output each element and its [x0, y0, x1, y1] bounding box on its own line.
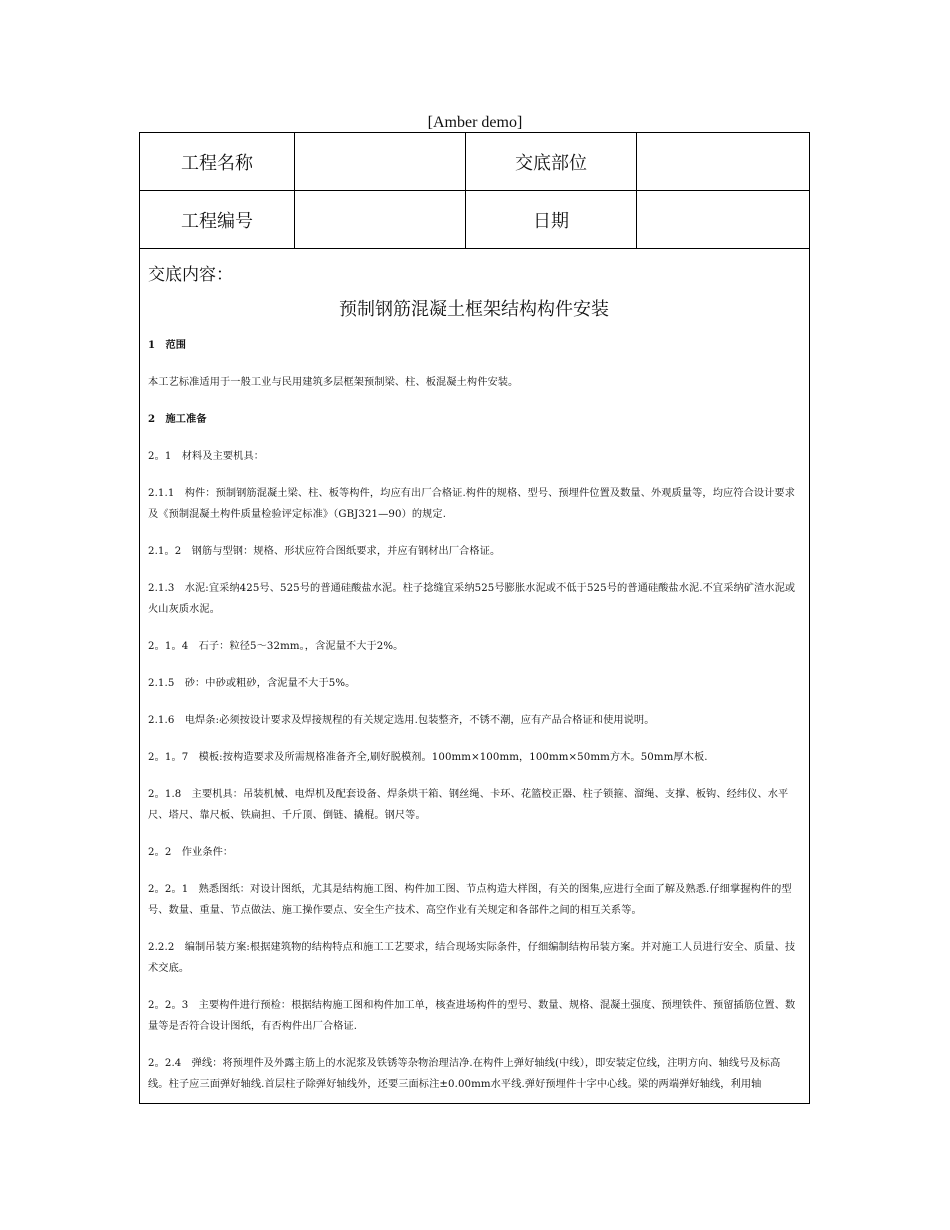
- paragraph: 2。2.4 弹线：将预埋件及外露主筋上的水泥浆及铁锈等杂物治理洁净.在构件上弹好轴线(中线），即安装定位线，注明方向、轴线号及标高线。柱子应三面弹好轴线.首层柱子除弹好轴线外，还要三面标注±0.00mm水平线.弹好预埋件十字中心线。梁的两端弹好轴线，利用轴: [148, 1058, 781, 1090]
- paragraph: 2。1。7 模板:按构造要求及所需规格准备齐全,刷好脱模剂。100mm×100mm，100mm×50mm方木。50mm厚木板.: [148, 752, 708, 763]
- project-no-field[interactable]: [295, 191, 466, 249]
- date-field[interactable]: [637, 191, 811, 249]
- header-table: [139, 132, 810, 249]
- paragraph: 2.1。2 钢筋与型钢：规格、形状应符合图纸要求，并应有钢材出厂合格证。: [148, 546, 501, 557]
- header-row-1: [140, 133, 811, 191]
- handover-sheet: [139, 132, 810, 1104]
- content-label: 交底内容：: [148, 265, 233, 285]
- paragraph: 2。1.8 主要机具：吊装机械、电焊机及配套设备、焊条烘干箱、钢丝绳、卡环、花篮校正器、柱子锁箍、溜绳、支撑、板钩、经纬仪、水平尺、塔尺、靠尺板、铁扁担、千斤顶、倒链、撬棍。钢尺等。: [148, 789, 789, 821]
- paragraph: 本工艺标准适用于一般工业与民用建筑多层框架预制梁、柱、板混凝土构件安装。: [148, 377, 519, 388]
- paragraph: 2。2 作业条件：: [148, 847, 234, 858]
- project-name-field[interactable]: [295, 133, 466, 191]
- paragraph: 2.1.5 砂：中砂或粗砂，含泥量不大于5%。: [148, 678, 356, 689]
- paragraph: 2.2.2 编制吊装方案:根据建筑物的结构特点和施工工艺要求，结合现场实际条件，仔细编制结构吊装方案。并对施工人员进行安全、质量、技术交底。: [148, 942, 796, 974]
- section-heading: 2 施工准备: [148, 413, 207, 425]
- handover-part-field[interactable]: [637, 133, 811, 191]
- document-title: 预制钢筋混凝土框架结构构件安装: [339, 299, 609, 320]
- header-row-2: [140, 191, 811, 249]
- paragraph: 2.1.1 构件：预制钢筋混凝土梁、柱、板等构件，均应有出厂合格证.构件的规格、型号、预埋件位置及数量、外观质量等，均应符合设计要求及《预制混凝土构件质量检验评定标准》（GBJ321—90）的规定.: [148, 488, 796, 520]
- date-label: 日期: [466, 191, 637, 249]
- demo-watermark: [Amber demo]: [427, 114, 523, 131]
- paragraph: 2。2。3 主要构件进行预检：根据结构施工图和构件加工单，核查进场构件的型号、数量、规格、混凝土强度、预埋铁件、预留插筋位置、数量等是否符合设计图纸，有否构件出厂合格证.: [148, 1000, 796, 1032]
- paragraph: 2.1.3 水泥:宜采纳425号、525号的普通硅酸盐水泥。柱子捻缝宜采纳525号膨胀水泥或不低于525号的普通硅酸盐水泥.不宜采纳矿渣水泥或火山灰质水泥。: [148, 583, 796, 615]
- project-name-label: 工程名称: [140, 133, 295, 191]
- content-area: [140, 260, 809, 1095]
- handover-part-label: 交底部位: [466, 133, 637, 191]
- project-no-label: 工程编号: [140, 191, 295, 249]
- paragraph: 2。1。4 石子：粒径5～32mm。，含泥量不大于2%。: [148, 641, 404, 652]
- paragraph: 2。1 材料及主要机具：: [148, 451, 265, 462]
- section-heading: 1 范围: [148, 339, 187, 351]
- paragraph: 2。2。1 熟悉图纸：对设计图纸，尤其是结构施工图、构件加工图、节点构造大样图，有关的图集,应进行全面了解及熟悉.仔细掌握构件的型号、数量、重量、节点做法、施工操作要点、安全生产技术、高空作业有关规定和各部件之间的相互关系等。: [148, 884, 792, 916]
- paragraph: 2.1.6 电焊条:必须按设计要求及焊接规程的有关规定选用.包装整齐，不锈不潮，应有产品合格证和使用说明。: [148, 715, 655, 726]
